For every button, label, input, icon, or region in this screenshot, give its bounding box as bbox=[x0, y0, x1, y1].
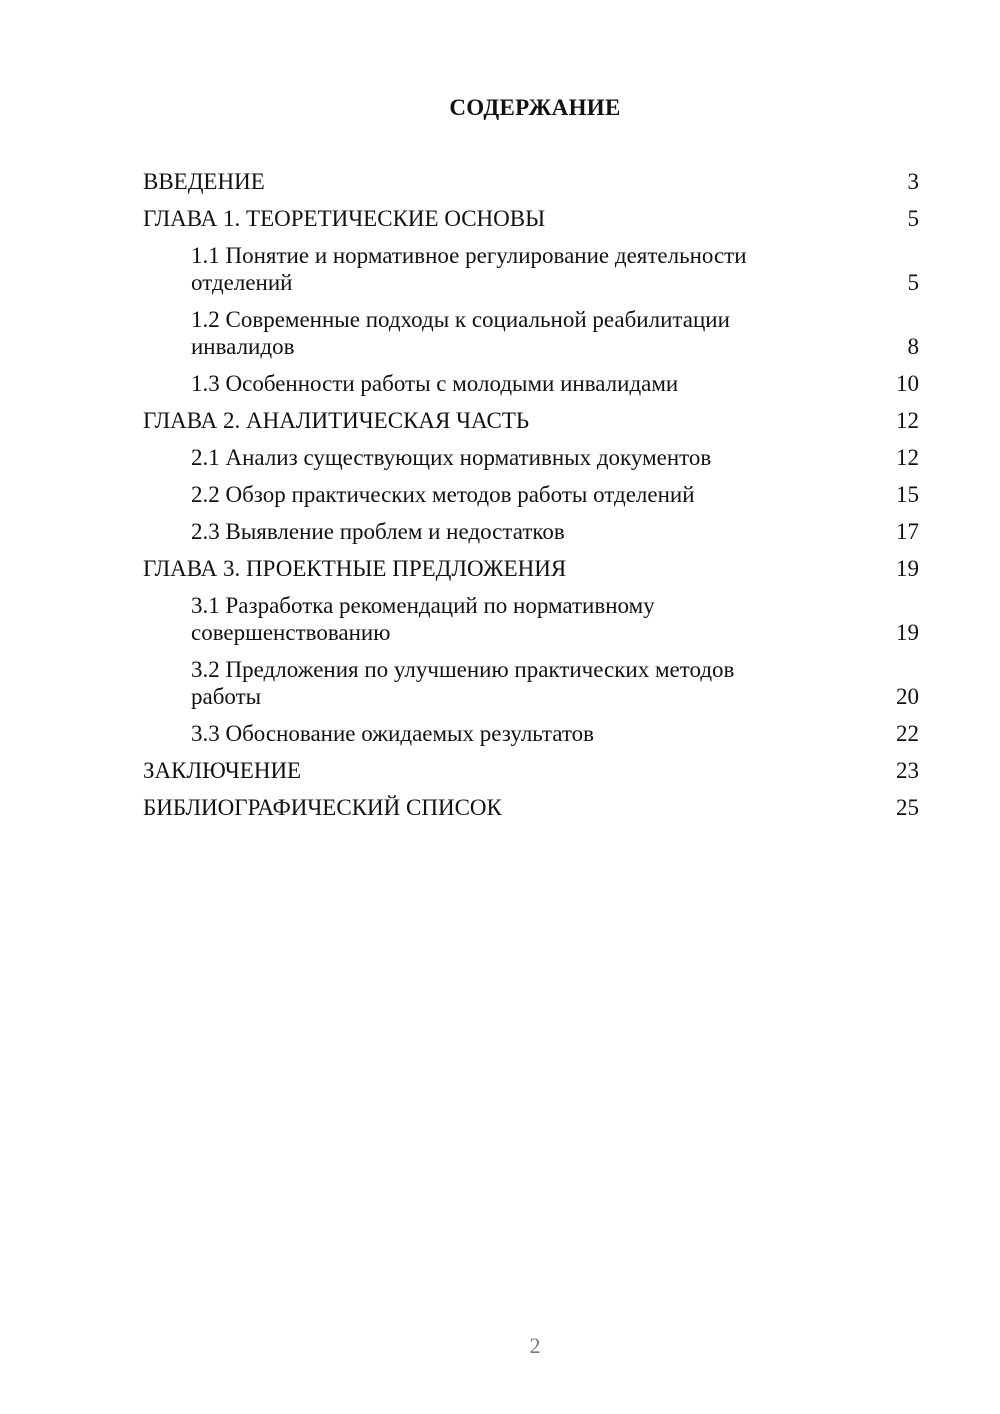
toc-entry-text: 3.1 Разработка рекомендаций по нормативному совершенствованию bbox=[191, 593, 655, 645]
toc-entry-page: 17 bbox=[896, 519, 919, 544]
toc-entry-page: 23 bbox=[896, 758, 919, 783]
toc-entry-page: 25 bbox=[896, 795, 919, 820]
toc-entry-chapter-1[interactable] bbox=[143, 205, 919, 232]
toc-entry-page: 5 bbox=[907, 206, 919, 231]
toc-entry-page: 5 bbox=[907, 270, 919, 295]
toc-entry-page: 3 bbox=[907, 169, 919, 194]
toc-entry-text: ГЛАВА 2. АНАЛИТИЧЕСКАЯ ЧАСТЬ bbox=[143, 408, 530, 433]
toc-entry-text: 2.3 Выявление проблем и недостатков bbox=[191, 519, 565, 544]
toc-entry-text: 1.1 Понятие и нормативное регулирование деятельности отделений bbox=[191, 243, 747, 295]
toc-entry-chapter-3[interactable] bbox=[143, 555, 919, 582]
toc-entry-section-1-3[interactable] bbox=[143, 370, 919, 397]
toc-entry-section-2-3[interactable] bbox=[143, 518, 919, 545]
toc-entry-page: 19 bbox=[896, 620, 919, 645]
toc-entry-text: ВВЕДЕНИЕ bbox=[143, 169, 265, 194]
toc-entry-page: 15 bbox=[896, 482, 919, 507]
toc-entry-bibliography[interactable] bbox=[143, 794, 919, 821]
toc-entry-text: ГЛАВА 3. ПРОЕКТНЫЕ ПРЕДЛОЖЕНИЯ bbox=[143, 556, 567, 581]
toc-entry-section-3-2[interactable] bbox=[143, 656, 919, 710]
toc-entry-text: ГЛАВА 1. ТЕОРЕТИЧЕСКИЕ ОСНОВЫ bbox=[143, 206, 546, 231]
toc-entry-page: 19 bbox=[896, 556, 919, 581]
toc-entry-text: 1.3 Особенности работы с молодыми инвалидами bbox=[191, 371, 679, 396]
toc-entry-page: 12 bbox=[896, 445, 919, 470]
toc-entry-page: 22 bbox=[896, 721, 919, 746]
page-number: 2 bbox=[529, 1333, 541, 1358]
toc-entry-text: 3.2 Предложения по улучшению практических методов работы bbox=[191, 657, 735, 709]
toc-entry-page: 8 bbox=[907, 334, 919, 359]
toc-entry-introduction[interactable] bbox=[143, 168, 919, 195]
toc-entry-conclusion[interactable] bbox=[143, 757, 919, 784]
page-title: СОДЕРЖАНИЕ bbox=[449, 95, 621, 120]
toc-entry-page: 12 bbox=[896, 408, 919, 433]
toc-entry-text: 1.2 Современные подходы к социальной реабилитации инвалидов bbox=[191, 307, 730, 359]
toc-entry-section-2-2[interactable] bbox=[143, 481, 919, 508]
toc-entry-page: 20 bbox=[896, 684, 919, 709]
toc-entry-text: 2.2 Обзор практических методов работы отделений bbox=[191, 482, 695, 507]
toc-entry-section-1-1[interactable] bbox=[143, 242, 919, 296]
toc-entry-text: 3.3 Обоснование ожидаемых результатов bbox=[191, 721, 594, 746]
toc-entry-text: БИБЛИОГРАФИЧЕСКИЙ СПИСОК bbox=[143, 795, 502, 820]
toc-entry-section-3-1[interactable] bbox=[143, 592, 919, 646]
toc-entry-section-1-2[interactable] bbox=[143, 306, 919, 360]
table-of-contents bbox=[143, 168, 919, 831]
toc-entry-section-3-3[interactable] bbox=[143, 720, 919, 747]
toc-entry-section-2-1[interactable] bbox=[143, 444, 919, 471]
toc-entry-text: 2.1 Анализ существующих нормативных документов bbox=[191, 445, 712, 470]
toc-entry-chapter-2[interactable] bbox=[143, 407, 919, 434]
toc-entry-page: 10 bbox=[896, 371, 919, 396]
toc-entry-text: ЗАКЛЮЧЕНИЕ bbox=[143, 758, 302, 783]
